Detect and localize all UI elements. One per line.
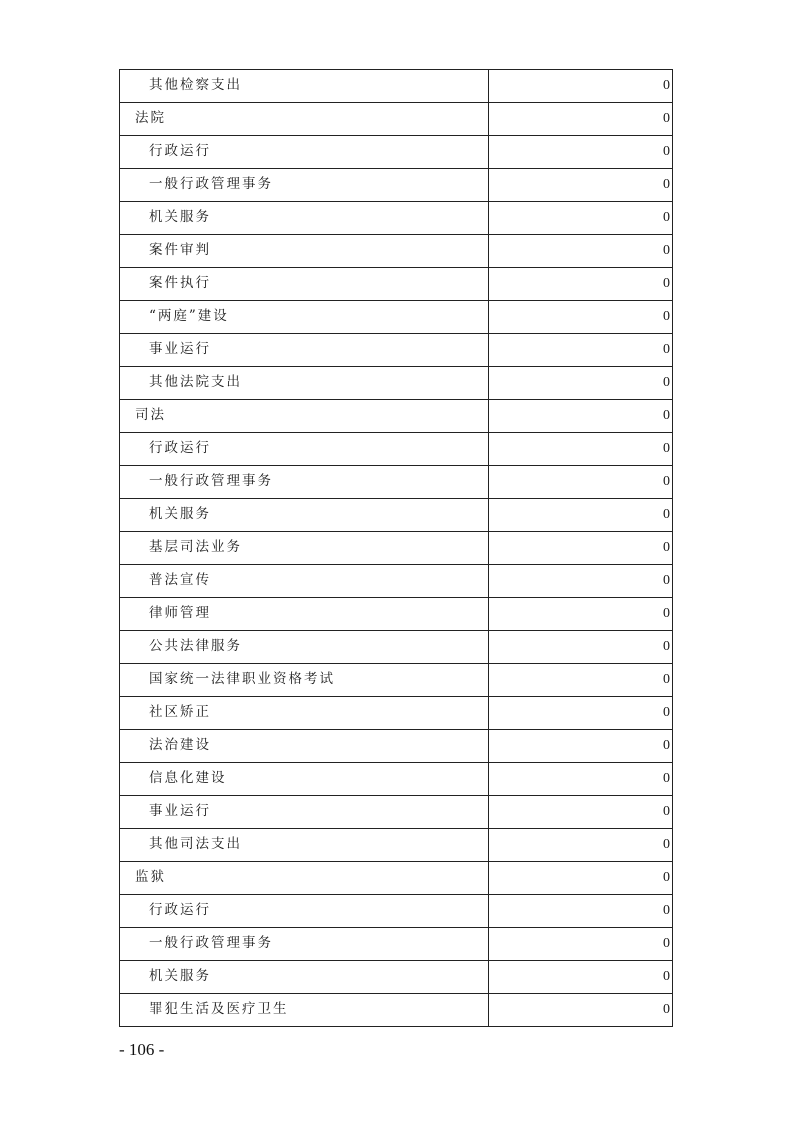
table-row (120, 268, 673, 301)
budget-table (119, 69, 673, 1027)
row-item-name: 公共法律服务 (120, 631, 489, 664)
row-item-name: 国家统一法律职业资格考试 (120, 664, 489, 697)
row-item-value: 0 (489, 400, 673, 433)
row-item-name: 法治建设 (120, 730, 489, 763)
table-row (120, 928, 673, 961)
table-row (120, 796, 673, 829)
table-row (120, 730, 673, 763)
row-item-value: 0 (489, 334, 673, 367)
row-item-name: 行政运行 (120, 136, 489, 169)
row-item-name: 法院 (120, 103, 489, 136)
table-row (120, 70, 673, 103)
table-row (120, 895, 673, 928)
table-row (120, 862, 673, 895)
row-item-name: 行政运行 (120, 895, 489, 928)
row-item-name: 一般行政管理事务 (120, 928, 489, 961)
row-item-name: 其他司法支出 (120, 829, 489, 862)
row-item-value: 0 (489, 433, 673, 466)
row-item-value: 0 (489, 532, 673, 565)
row-item-name: 罪犯生活及医疗卫生 (120, 994, 489, 1027)
table-row (120, 400, 673, 433)
row-item-value: 0 (489, 202, 673, 235)
row-item-value: 0 (489, 565, 673, 598)
row-item-value: 0 (489, 631, 673, 664)
table-row (120, 961, 673, 994)
table-row (120, 433, 673, 466)
row-item-value: 0 (489, 763, 673, 796)
row-item-name: 司法 (120, 400, 489, 433)
table-row (120, 532, 673, 565)
row-item-name: 律师管理 (120, 598, 489, 631)
table-row (120, 169, 673, 202)
table-row (120, 466, 673, 499)
table-row (120, 103, 673, 136)
table-row (120, 631, 673, 664)
row-item-value: 0 (489, 796, 673, 829)
page-number: - 106 - (119, 1040, 165, 1059)
row-item-value: 0 (489, 598, 673, 631)
table-row (120, 763, 673, 796)
row-item-name: 信息化建设 (120, 763, 489, 796)
row-item-value: 0 (489, 301, 673, 334)
row-item-value: 0 (489, 961, 673, 994)
row-item-name: 监狱 (120, 862, 489, 895)
table-row (120, 598, 673, 631)
table-row (120, 499, 673, 532)
row-item-value: 0 (489, 103, 673, 136)
row-item-value: 0 (489, 862, 673, 895)
row-item-name: “两庭”建设 (120, 301, 489, 334)
row-item-name: 其他检察支出 (120, 70, 489, 103)
table-row (120, 829, 673, 862)
row-item-name: 一般行政管理事务 (120, 169, 489, 202)
table-row (120, 697, 673, 730)
row-item-name: 案件审判 (120, 235, 489, 268)
row-item-value: 0 (489, 994, 673, 1027)
row-item-name: 其他法院支出 (120, 367, 489, 400)
table-body (120, 70, 673, 1027)
table-row (120, 334, 673, 367)
table-row (120, 565, 673, 598)
table-row (120, 136, 673, 169)
row-item-value: 0 (489, 136, 673, 169)
row-item-name: 社区矫正 (120, 697, 489, 730)
row-item-value: 0 (489, 367, 673, 400)
row-item-value: 0 (489, 268, 673, 301)
row-item-value: 0 (489, 235, 673, 268)
table-row (120, 202, 673, 235)
row-item-name: 机关服务 (120, 961, 489, 994)
row-item-value: 0 (489, 895, 673, 928)
row-item-name: 行政运行 (120, 433, 489, 466)
table-row (120, 994, 673, 1027)
table-row (120, 301, 673, 334)
row-item-name: 基层司法业务 (120, 532, 489, 565)
row-item-name: 普法宣传 (120, 565, 489, 598)
row-item-value: 0 (489, 697, 673, 730)
table-row (120, 367, 673, 400)
row-item-value: 0 (489, 730, 673, 763)
row-item-name: 机关服务 (120, 499, 489, 532)
row-item-name: 事业运行 (120, 334, 489, 367)
row-item-value: 0 (489, 70, 673, 103)
row-item-value: 0 (489, 829, 673, 862)
row-item-value: 0 (489, 466, 673, 499)
table-row (120, 664, 673, 697)
row-item-name: 机关服务 (120, 202, 489, 235)
row-item-value: 0 (489, 499, 673, 532)
row-item-value: 0 (489, 169, 673, 202)
row-item-value: 0 (489, 664, 673, 697)
row-item-name: 一般行政管理事务 (120, 466, 489, 499)
row-item-name: 事业运行 (120, 796, 489, 829)
table-row (120, 235, 673, 268)
row-item-value: 0 (489, 928, 673, 961)
row-item-name: 案件执行 (120, 268, 489, 301)
